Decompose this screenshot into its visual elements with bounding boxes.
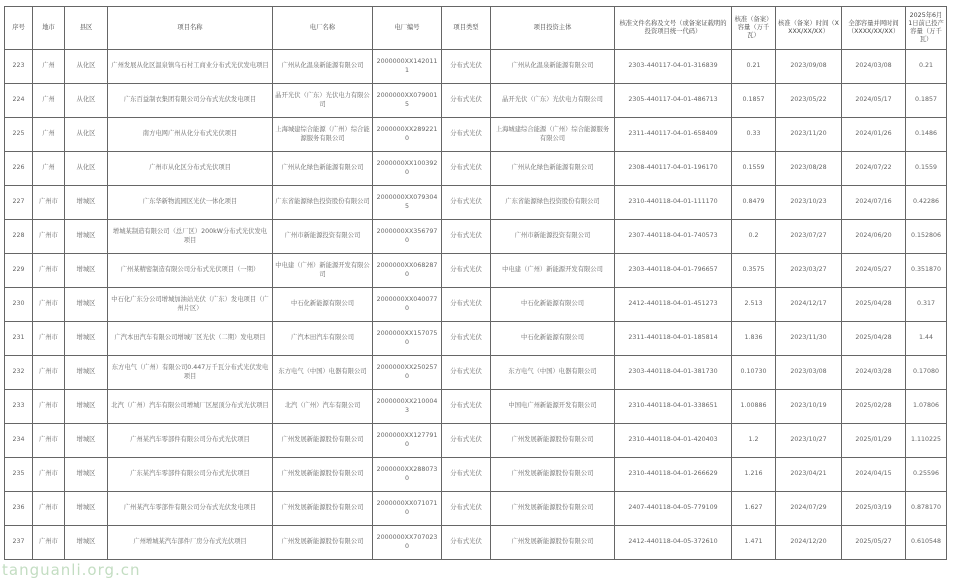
cell-operating-capacity: 0.25596: [906, 458, 947, 492]
cell-district: 从化区: [65, 84, 108, 118]
header-plant-id: 电厂编号: [373, 7, 442, 50]
cell-capacity: 0.3575: [732, 254, 776, 288]
cell-investor: 广东省能源绿色投资股份有限公司: [491, 186, 615, 220]
table-row: [5, 118, 947, 152]
cell-project-type: 分布式光伏: [442, 526, 491, 560]
header-serial: 序号: [5, 7, 33, 50]
cell-city: 广州市: [33, 186, 65, 220]
cell-serial: 226: [5, 152, 33, 186]
cell-project-type: 分布式光伏: [442, 492, 491, 526]
cell-plant-name: 广州发展新能源股份有限公司: [273, 424, 373, 458]
cell-serial: 234: [5, 424, 33, 458]
cell-approval-date: 2023/05/22: [776, 84, 842, 118]
cell-district: 增城区: [65, 492, 108, 526]
cell-capacity: 0.2: [732, 220, 776, 254]
cell-project-name: 增城某制造有限公司（总厂区）200kW分布式光伏发电项目: [108, 220, 273, 254]
cell-plant-id: 2000000XX0400770: [373, 288, 442, 322]
cell-district: 增城区: [65, 220, 108, 254]
cell-city: 广州: [33, 118, 65, 152]
table-row: [5, 186, 947, 220]
cell-capacity: 1.471: [732, 526, 776, 560]
cell-district: 从化区: [65, 152, 108, 186]
table-row: [5, 322, 947, 356]
cell-investor: 广州发展新能源股份有限公司: [491, 424, 615, 458]
cell-plant-name: 广汽本田汽车有限公司: [273, 322, 373, 356]
cell-project-type: 分布式光伏: [442, 424, 491, 458]
cell-project-name: 广州市从化区分布式光伏项目: [108, 152, 273, 186]
cell-plant-id: 2000000XX2100043: [373, 390, 442, 424]
cell-operating-capacity: 0.1559: [906, 152, 947, 186]
cell-district: 增城区: [65, 390, 108, 424]
cell-investor: 广州发展新能源股份有限公司: [491, 458, 615, 492]
cell-approval-date: 2023/07/27: [776, 220, 842, 254]
header-investor: 项目投资主体: [491, 7, 615, 50]
cell-plant-name: 广州市新能源投资有限公司: [273, 220, 373, 254]
cell-project-type: 分布式光伏: [442, 288, 491, 322]
cell-approval-code: 2311-440117-04-01-658409: [615, 118, 732, 152]
cell-city: 广州市: [33, 424, 65, 458]
watermark: tanguanli.org.cn: [2, 561, 141, 579]
cell-approval-date: 2023/10/27: [776, 424, 842, 458]
cell-project-type: 分布式光伏: [442, 186, 491, 220]
cell-city: 广州市: [33, 390, 65, 424]
cell-grid-date: 2024/04/15: [842, 458, 906, 492]
cell-plant-id: 2000000XX2880730: [373, 458, 442, 492]
cell-approval-code: 2303-440117-04-01-316839: [615, 50, 732, 84]
cell-grid-date: 2024/03/08: [842, 50, 906, 84]
cell-grid-date: 2024/01/26: [842, 118, 906, 152]
cell-operating-capacity: 1.44: [906, 322, 947, 356]
cell-city: 广州: [33, 84, 65, 118]
header-city: 地市: [33, 7, 65, 50]
cell-project-name: 南方电网广州从化分布式光伏项目: [108, 118, 273, 152]
cell-capacity: 1.627: [732, 492, 776, 526]
cell-approval-code: 2310-440118-04-01-111170: [615, 186, 732, 220]
cell-approval-date: 2024/07/29: [776, 492, 842, 526]
table-row: [5, 50, 947, 84]
cell-approval-code: 2412-440118-04-01-451273: [615, 288, 732, 322]
cell-capacity: 0.10730: [732, 356, 776, 390]
header-district: 县区: [65, 7, 108, 50]
cell-approval-code: 2307-440118-04-01-740573: [615, 220, 732, 254]
cell-plant-name: 广州发展新能源股份有限公司: [273, 526, 373, 560]
cell-plant-name: 广州发展新能源股份有限公司: [273, 458, 373, 492]
cell-grid-date: 2025/02/28: [842, 390, 906, 424]
cell-serial: 224: [5, 84, 33, 118]
cell-approval-code: 2310-440118-04-01-420403: [615, 424, 732, 458]
cell-plant-name: 东方电气（中国）电器有限公司: [273, 356, 373, 390]
cell-city: 广州市: [33, 288, 65, 322]
cell-operating-capacity: 1.07806: [906, 390, 947, 424]
cell-project-name: 广州某精密制造有限公司分布式光伏项目（一期）: [108, 254, 273, 288]
cell-plant-name: 广州发展新能源股份有限公司: [273, 492, 373, 526]
cell-serial: 233: [5, 390, 33, 424]
cell-district: 从化区: [65, 118, 108, 152]
cell-operating-capacity: 0.21: [906, 50, 947, 84]
table-row: [5, 356, 947, 390]
cell-capacity: 1.2: [732, 424, 776, 458]
cell-grid-date: 2025/03/19: [842, 492, 906, 526]
table-row: [5, 220, 947, 254]
cell-serial: 229: [5, 254, 33, 288]
cell-approval-code: 2305-440117-04-01-486713: [615, 84, 732, 118]
cell-plant-name: 晶开光伏（广东）光伏电力有限公司: [273, 84, 373, 118]
cell-approval-date: 2023/11/20: [776, 118, 842, 152]
header-plant-name: 电厂名称: [273, 7, 373, 50]
cell-plant-name: 北汽（广州）汽车有限公司: [273, 390, 373, 424]
cell-plant-id: 2000000XX7070230: [373, 526, 442, 560]
cell-serial: 235: [5, 458, 33, 492]
header-operating-capacity: 2025年6月1日前已投产容量（万千瓦）: [906, 7, 947, 50]
cell-investor: 广州市新能源投资有限公司: [491, 220, 615, 254]
cell-serial: 228: [5, 220, 33, 254]
cell-investor: 中国电广州新能源开发有限公司: [491, 390, 615, 424]
cell-plant-id: 2000000XX1003920: [373, 152, 442, 186]
table-row: [5, 152, 947, 186]
cell-plant-id: 2000000XX1570750: [373, 322, 442, 356]
cell-city: 广州: [33, 152, 65, 186]
project-table: [4, 6, 947, 560]
table-row: [5, 84, 947, 118]
cell-serial: 223: [5, 50, 33, 84]
cell-investor: 上海城建综合能源（广州）综合能源服务有限公司: [491, 118, 615, 152]
cell-district: 增城区: [65, 186, 108, 220]
cell-project-type: 分布式光伏: [442, 254, 491, 288]
cell-city: 广州市: [33, 492, 65, 526]
cell-project-name: 广东百益制衣集团有限公司分布式光伏发电项目: [108, 84, 273, 118]
header-approval-date: 核准（备案）时间（XXXX/XX/XX）: [776, 7, 842, 50]
cell-city: 广州: [33, 50, 65, 84]
table-row: [5, 254, 947, 288]
cell-serial: 230: [5, 288, 33, 322]
cell-district: 增城区: [65, 254, 108, 288]
cell-approval-code: 2311-440118-04-01-185814: [615, 322, 732, 356]
table-row: [5, 458, 947, 492]
cell-grid-date: 2025/01/29: [842, 424, 906, 458]
cell-plant-id: 2000000XX1420111: [373, 50, 442, 84]
cell-approval-date: 2023/08/28: [776, 152, 842, 186]
cell-approval-date: 2023/09/08: [776, 50, 842, 84]
cell-grid-date: 2025/05/27: [842, 526, 906, 560]
cell-grid-date: 2025/04/28: [842, 322, 906, 356]
cell-city: 广州市: [33, 458, 65, 492]
cell-serial: 237: [5, 526, 33, 560]
header-project-name: 项目名称: [108, 7, 273, 50]
cell-plant-id: 2000000XX2892210: [373, 118, 442, 152]
table-header-row: [5, 7, 947, 50]
cell-city: 广州市: [33, 526, 65, 560]
cell-investor: 东方电气（中国）电器有限公司: [491, 356, 615, 390]
cell-approval-date: 2023/10/23: [776, 186, 842, 220]
cell-project-type: 分布式光伏: [442, 152, 491, 186]
cell-project-name: 中石化广东分公司增城加油站光伏（广东）发电项目（广州片区）: [108, 288, 273, 322]
cell-grid-date: 2024/05/17: [842, 84, 906, 118]
cell-plant-id: 2000000XX0710710: [373, 492, 442, 526]
cell-grid-date: 2025/04/28: [842, 288, 906, 322]
cell-project-name: 广东某汽车零部件有限公司分布式光伏项目: [108, 458, 273, 492]
cell-city: 广州市: [33, 254, 65, 288]
cell-project-type: 分布式光伏: [442, 50, 491, 84]
cell-operating-capacity: 0.351870: [906, 254, 947, 288]
cell-plant-id: 2000000XX2502570: [373, 356, 442, 390]
cell-serial: 236: [5, 492, 33, 526]
cell-capacity: 1.00886: [732, 390, 776, 424]
cell-capacity: 2.513: [732, 288, 776, 322]
cell-approval-date: 2023/10/19: [776, 390, 842, 424]
cell-approval-date: 2023/03/27: [776, 254, 842, 288]
cell-plant-id: 2000000XX1277910: [373, 424, 442, 458]
cell-grid-date: 2024/05/27: [842, 254, 906, 288]
cell-city: 广州市: [33, 322, 65, 356]
cell-district: 增城区: [65, 288, 108, 322]
cell-district: 增城区: [65, 356, 108, 390]
cell-project-name: 广汽本田汽车有限公司增城厂区光伏（二期）发电项目: [108, 322, 273, 356]
cell-project-type: 分布式光伏: [442, 220, 491, 254]
cell-grid-date: 2024/06/20: [842, 220, 906, 254]
cell-operating-capacity: 0.17080: [906, 356, 947, 390]
cell-approval-date: 2023/11/30: [776, 322, 842, 356]
cell-serial: 232: [5, 356, 33, 390]
cell-operating-capacity: 1.110225: [906, 424, 947, 458]
cell-district: 从化区: [65, 50, 108, 84]
cell-investor: 广州从化温泉新能源有限公司: [491, 50, 615, 84]
cell-operating-capacity: 0.42286: [906, 186, 947, 220]
header-grid-date: 全部容量并网时间（XXXX/XX/XX）: [842, 7, 906, 50]
cell-plant-id: 2000000XX0793045: [373, 186, 442, 220]
cell-investor: 广州从化绿色新能源有限公司: [491, 152, 615, 186]
cell-plant-id: 2000000XX0682870: [373, 254, 442, 288]
cell-project-name: 东方电气（广州）有限公司0.447万千瓦分布式光伏发电项目: [108, 356, 273, 390]
cell-grid-date: 2024/03/28: [842, 356, 906, 390]
cell-investor: 广州发展新能源股份有限公司: [491, 526, 615, 560]
cell-project-type: 分布式光伏: [442, 458, 491, 492]
cell-serial: 227: [5, 186, 33, 220]
cell-plant-name: 广东省能源绿色投资股份有限公司: [273, 186, 373, 220]
cell-project-name: 广州某汽车零部件有限公司分布式光伏项目: [108, 424, 273, 458]
cell-serial: 231: [5, 322, 33, 356]
cell-grid-date: 2024/07/22: [842, 152, 906, 186]
cell-project-name: 广东华新物流园区光伏一体化项目: [108, 186, 273, 220]
cell-project-type: 分布式光伏: [442, 118, 491, 152]
cell-approval-date: 2023/03/08: [776, 356, 842, 390]
cell-capacity: 0.21: [732, 50, 776, 84]
header-approval-code: 核准文件名称及文号（或备案证载明的投资项目统一代码）: [615, 7, 732, 50]
cell-city: 广州市: [33, 220, 65, 254]
table-row: [5, 492, 947, 526]
header-project-type: 项目类型: [442, 7, 491, 50]
cell-operating-capacity: 0.610548: [906, 526, 947, 560]
cell-district: 增城区: [65, 526, 108, 560]
cell-approval-code: 2310-440118-04-01-266629: [615, 458, 732, 492]
cell-approval-code: 2308-440117-04-01-196170: [615, 152, 732, 186]
cell-capacity: 0.1857: [732, 84, 776, 118]
cell-operating-capacity: 0.1486: [906, 118, 947, 152]
table-row: [5, 288, 947, 322]
cell-city: 广州市: [33, 356, 65, 390]
cell-plant-name: 中电建（广州）新能源开发有限公司: [273, 254, 373, 288]
header-capacity: 核准（备案）容量（万千瓦）: [732, 7, 776, 50]
cell-approval-date: 2023/04/21: [776, 458, 842, 492]
cell-district: 增城区: [65, 322, 108, 356]
cell-grid-date: 2024/07/16: [842, 186, 906, 220]
cell-approval-code: 2303-440118-04-01-381730: [615, 356, 732, 390]
cell-project-type: 分布式光伏: [442, 84, 491, 118]
cell-investor: 广州发展新能源股份有限公司: [491, 492, 615, 526]
cell-investor: 中电建（广州）新能源开发有限公司: [491, 254, 615, 288]
cell-operating-capacity: 0.878170: [906, 492, 947, 526]
cell-capacity: 1.836: [732, 322, 776, 356]
cell-project-type: 分布式光伏: [442, 390, 491, 424]
cell-plant-name: 上海城建综合能源（广州）综合能源服务有限公司: [273, 118, 373, 152]
cell-operating-capacity: 0.152806: [906, 220, 947, 254]
cell-capacity: 0.8479: [732, 186, 776, 220]
cell-project-type: 分布式光伏: [442, 322, 491, 356]
cell-approval-code: 2310-440118-04-01-338651: [615, 390, 732, 424]
cell-approval-date: 2024/12/17: [776, 288, 842, 322]
cell-project-type: 分布式光伏: [442, 356, 491, 390]
cell-project-name: 广州增城某汽车部件厂房分布式光伏项目: [108, 526, 273, 560]
cell-plant-name: 广州从化绿色新能源有限公司: [273, 152, 373, 186]
cell-plant-id: 2000000XX0790015: [373, 84, 442, 118]
table-row: [5, 526, 947, 560]
cell-approval-date: 2024/12/20: [776, 526, 842, 560]
cell-operating-capacity: 0.1857: [906, 84, 947, 118]
cell-investor: 中石化新能源有限公司: [491, 288, 615, 322]
cell-capacity: 0.1559: [732, 152, 776, 186]
cell-serial: 225: [5, 118, 33, 152]
cell-investor: 晶开光伏（广东）光伏电力有限公司: [491, 84, 615, 118]
table-row: [5, 390, 947, 424]
cell-approval-code: 2412-440118-04-05-372610: [615, 526, 732, 560]
table-row: [5, 424, 947, 458]
cell-plant-id: 2000000XX3567970: [373, 220, 442, 254]
cell-capacity: 1.216: [732, 458, 776, 492]
cell-plant-name: 广州从化温泉新能源有限公司: [273, 50, 373, 84]
cell-project-name: 广州发展从化区温泉镇乌石村工商业分布式光伏发电项目: [108, 50, 273, 84]
cell-operating-capacity: 0.317: [906, 288, 947, 322]
cell-project-name: 广州某汽车零部件有限公司分布式光伏发电项目: [108, 492, 273, 526]
cell-capacity: 0.33: [732, 118, 776, 152]
cell-district: 增城区: [65, 458, 108, 492]
cell-investor: 中石化新能源有限公司: [491, 322, 615, 356]
cell-district: 增城区: [65, 424, 108, 458]
cell-project-name: 北汽（广州）汽车有限公司增城厂区屋顶分布式光伏项目: [108, 390, 273, 424]
cell-approval-code: 2303-440118-04-01-796657: [615, 254, 732, 288]
cell-plant-name: 中石化新能源有限公司: [273, 288, 373, 322]
cell-approval-code: 2407-440118-04-05-779109: [615, 492, 732, 526]
